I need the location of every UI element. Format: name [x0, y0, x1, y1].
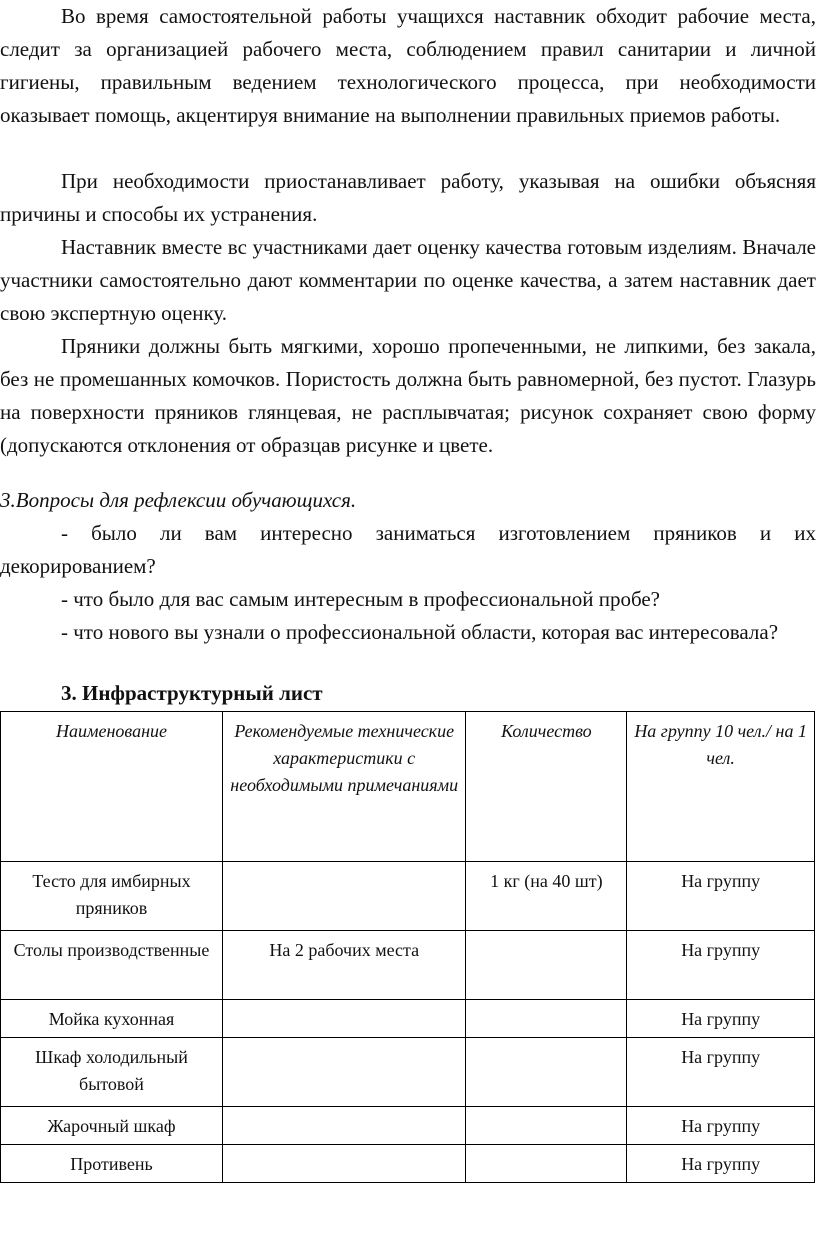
infrastructure-table	[0, 711, 815, 1183]
table-row	[1, 931, 815, 1000]
table-row	[1, 1145, 815, 1183]
cell-per-group: На группу	[627, 862, 815, 931]
reflection-question-2: - что было для вас самым интересным в профессиональной пробе?	[61, 587, 660, 611]
cell-per-group: На группу	[627, 1038, 815, 1107]
header-specs: Рекомендуемые технические характеристики с необходимыми примечаниями	[223, 712, 466, 862]
cell-name: Шкаф холодильный бытовой	[1, 1038, 223, 1107]
table-row	[1, 1107, 815, 1145]
infrastructure-title: 3. Инфраструктурный лист	[61, 681, 323, 705]
table-row	[1, 1038, 815, 1107]
cell-specs: На 2 рабочих места	[223, 931, 466, 1000]
cell-per-group: На группу	[627, 931, 815, 1000]
header-per-group: На группу 10 чел./ на 1 чел.	[627, 712, 815, 862]
cell-name: Жарочный шкаф	[1, 1107, 223, 1145]
table-header-row	[1, 712, 815, 862]
paragraph-stop-work: При необходимости приостанавливает работу, указывая на ошибки объясняя причины и способы их устранения.	[0, 169, 816, 226]
cell-specs	[223, 862, 466, 931]
reflection-heading: 3.Вопросы для рефлексии обучающихся.	[0, 488, 357, 512]
paragraph-quality-assessment: Наставник вместе вс участниками дает оценку качества готовым изделиям. Вначале участники самостоятельно дают комментарии по оценке качества, а затем наставник дает свою экспертную оценку.	[0, 235, 816, 325]
cell-per-group: На группу	[627, 1107, 815, 1145]
paragraph-gingerbread-requirements: Пряники должны быть мягкими, хорошо пропеченными, не липкими, без закала, без не промешанных комочков. Пористость должна быть равномерной, без пустот. Глазурь на поверхности пряников глянцевая, не расплывчатая; рисунок сохраняет свою форму (допускаются отклонения от образцав рисунке и цвете.	[0, 334, 816, 457]
table-row	[1, 1000, 815, 1038]
cell-name: Тесто для имбирных пряников	[1, 862, 223, 931]
header-name: Наименование	[1, 712, 223, 862]
paragraph-mentor-rounds: Во время самостоятельной работы учащихся наставник обходит рабочие места, следит за организацией рабочего места, соблюдением правил санитарии и личной гигиены, правильным ведением технологического процесса, при необходимости оказывает помощь, акцентируя внимание на выполнении правильных приемов работы.	[0, 4, 816, 127]
cell-per-group: На группу	[627, 1000, 815, 1038]
cell-name: Столы производственные	[1, 931, 223, 1000]
table-row	[1, 862, 815, 931]
cell-specs	[223, 1038, 466, 1107]
cell-quantity	[466, 1000, 627, 1038]
reflection-question-3: - что нового вы узнали о профессиональной области, которая вас интересовала?	[61, 620, 779, 644]
cell-quantity	[466, 1107, 627, 1145]
cell-quantity	[466, 1145, 627, 1183]
cell-name: Противень	[1, 1145, 223, 1183]
cell-specs	[223, 1000, 466, 1038]
reflection-question-1: - было ли вам интересно заниматься изготовлением пряников и их декорированием?	[0, 521, 816, 578]
cell-quantity	[466, 1038, 627, 1107]
cell-per-group: На группу	[627, 1145, 815, 1183]
header-quantity: Количество	[466, 712, 627, 862]
cell-specs	[223, 1107, 466, 1145]
cell-specs	[223, 1145, 466, 1183]
cell-quantity: 1 кг (на 40 шт)	[466, 862, 627, 931]
cell-name: Мойка кухонная	[1, 1000, 223, 1038]
cell-quantity	[466, 931, 627, 1000]
